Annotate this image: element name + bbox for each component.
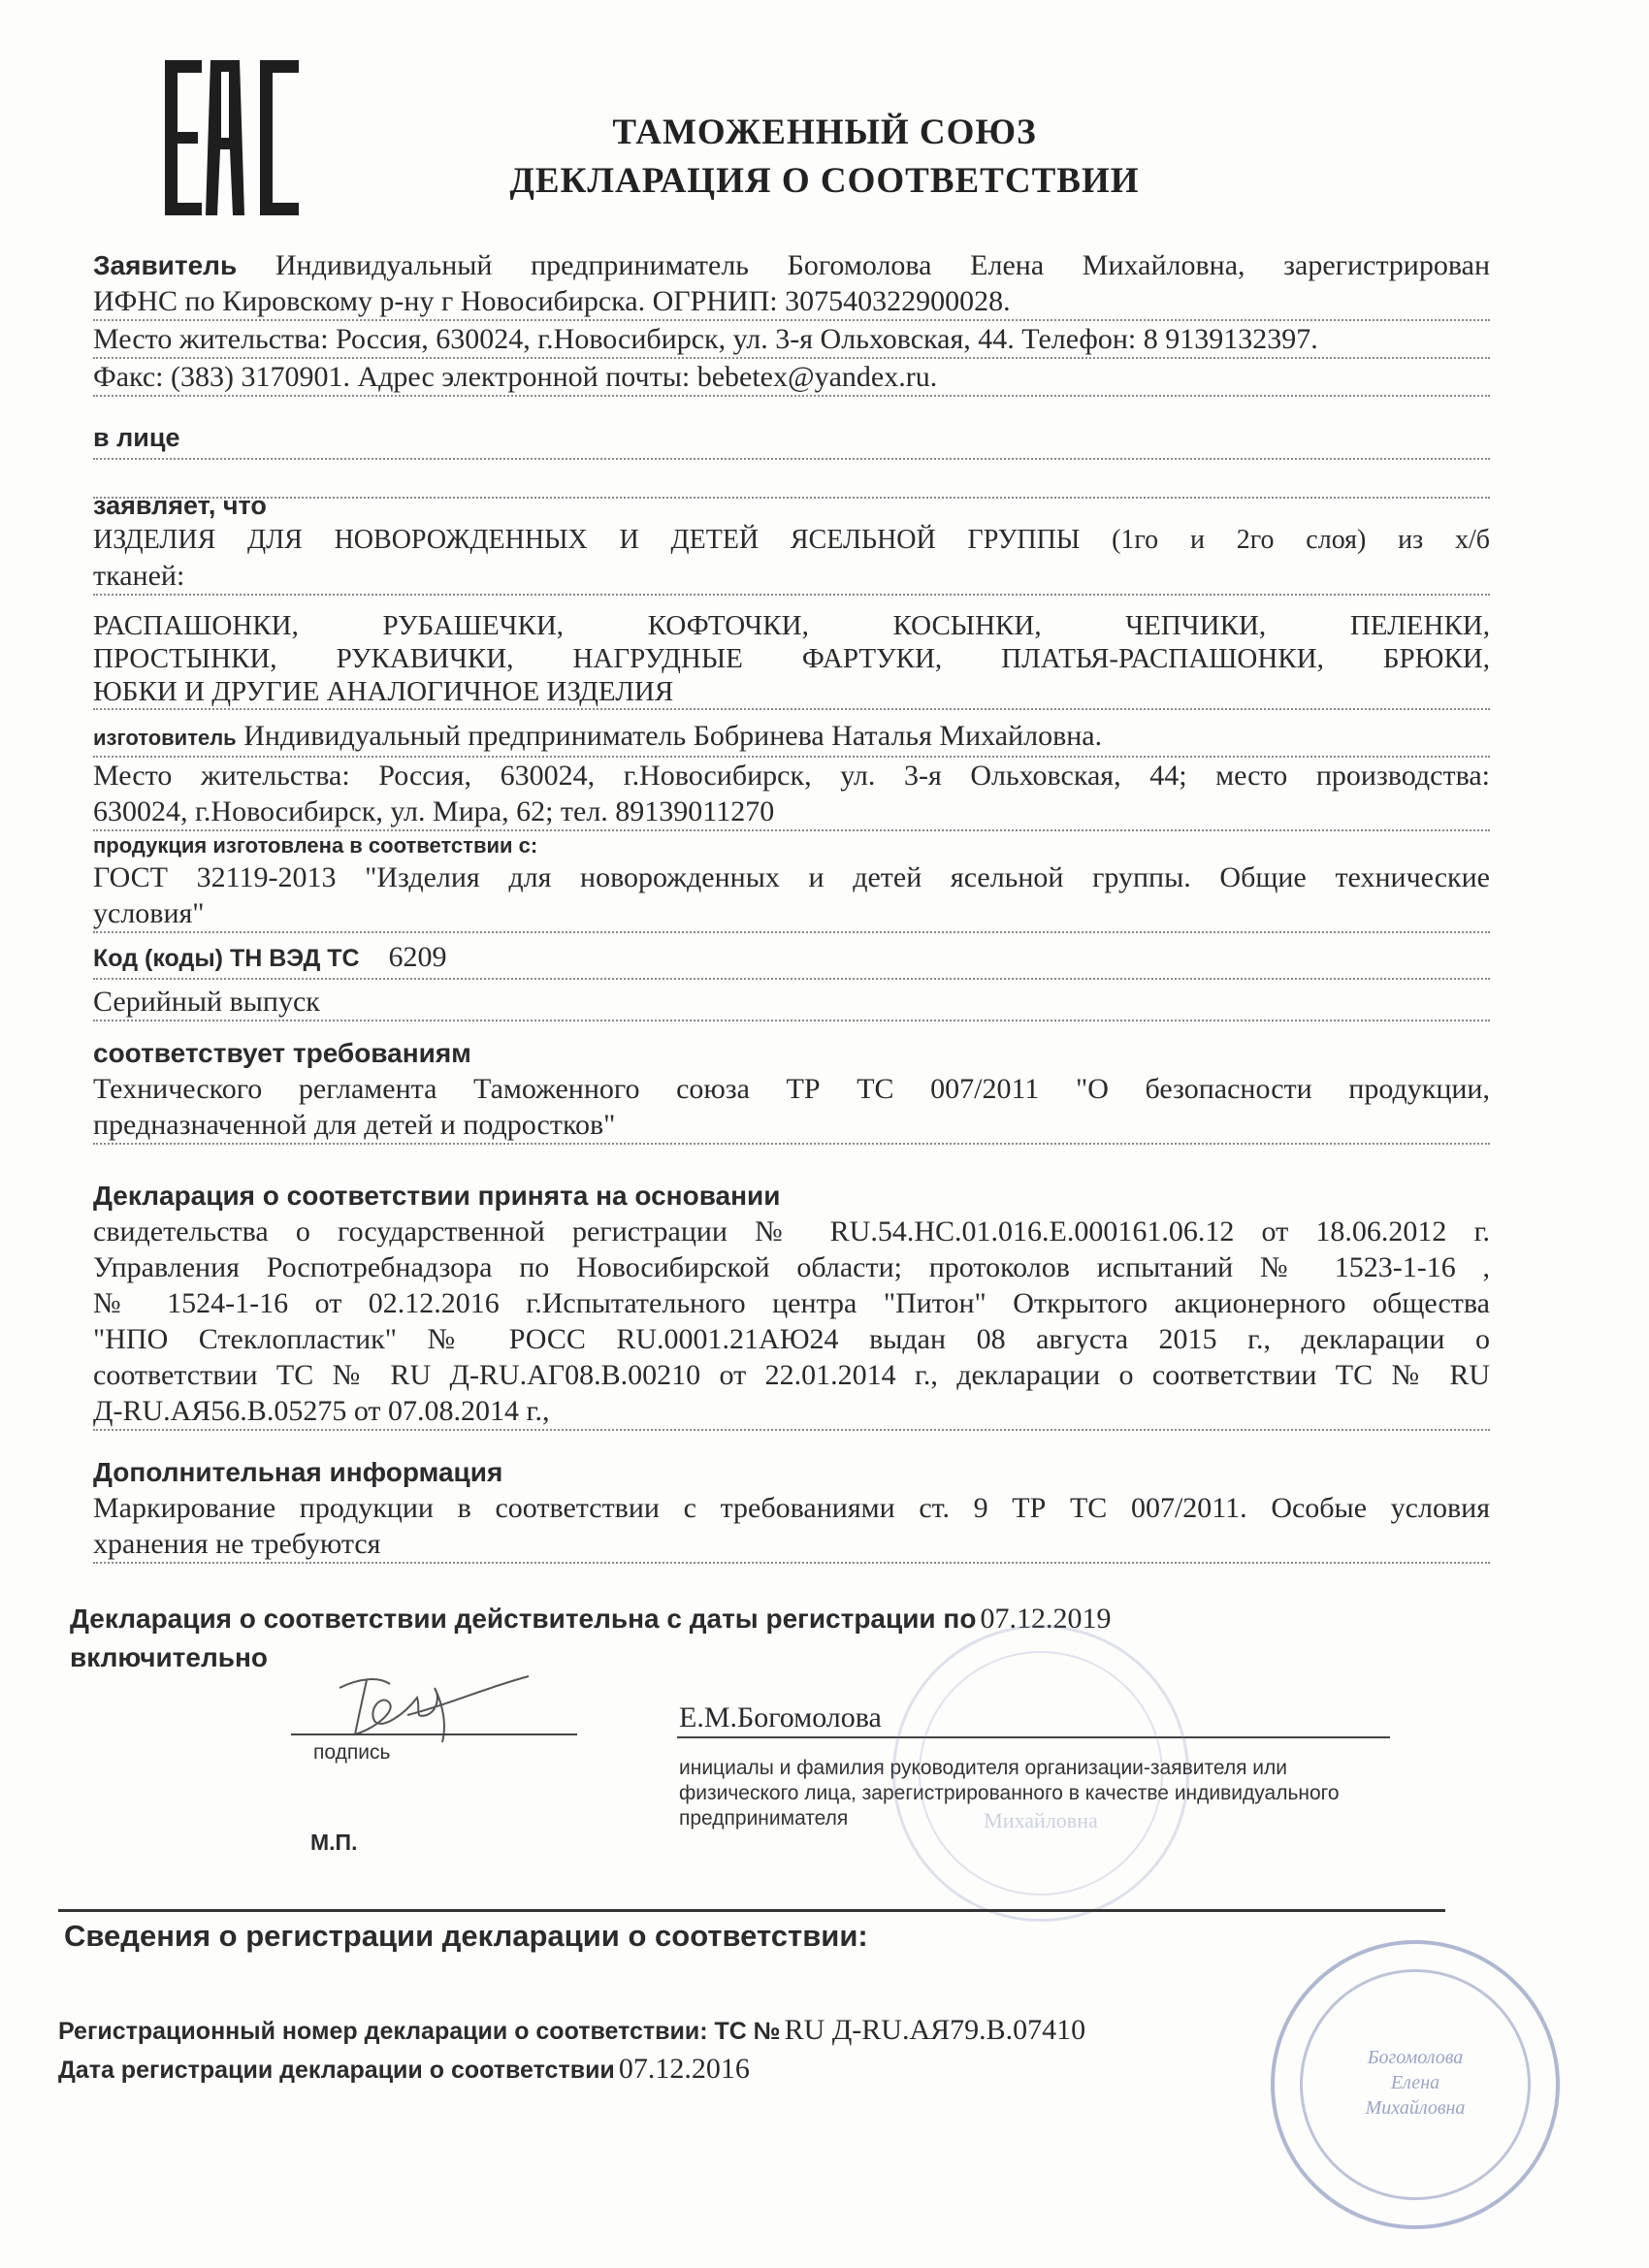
registration-date-value: 07.12.2016 <box>618 2053 750 2085</box>
registration-divider <box>58 1909 1445 1912</box>
declares-line-1: ИЗДЕЛИЯ ДЛЯ НОВОРОЖДЕННЫХ И ДЕТЕЙ ЯСЕЛЬНОЙ ГРУППЫ (1го и 2го слоя) из х/б <box>93 525 1490 555</box>
applicant-line-3: Место жительства: Россия, 630024, г.Новосибирск, ул. 3-я Ольховская, 44. Телефон: 8 9139132397. <box>93 321 1490 359</box>
additional-label: Дополнительная информация <box>93 1457 503 1487</box>
validity-section <box>70 1601 1467 1674</box>
manufacturer-line-2: Место жительства: Россия, 630024, г.Новосибирск, ул. 3-я Ольховская, 44; место производства: <box>93 760 1490 792</box>
declares-line-2: тканей: <box>93 558 1490 596</box>
series-text: Серийный выпуск <box>93 984 1490 1021</box>
signer-caption: инициалы и фамилия руководителя организации-заявителя или физического лица, зарегистрированного в качестве индивидуального предпринимателя <box>679 1757 1340 1830</box>
applicant-line-4: Факс: (383) 3170901. Адрес электронной почты: bebetex@yandex.ru. <box>93 359 1490 397</box>
manufacturer-section <box>93 718 1490 831</box>
applicant-line-1: Индивидуальный предприниматель Богомолова Елена Михайловна, зарегистрирован <box>275 249 1491 281</box>
validity-label: Декларация о соответствии действительна с даты регистрации по <box>70 1604 977 1634</box>
header-union: ТАМОЖЕННЫЙ СОЮЗ <box>612 113 1037 152</box>
additional-line-1: Маркирование продукции в соответствии с требованиями ст. 9 ТР ТС 007/2011. Особые условия <box>93 1492 1490 1524</box>
official-stamp-blue: Богомолова Елена Михайловна <box>1271 1940 1560 2229</box>
declares-line-4: ПРОСТЫНКИ, РУКАВИЧКИ, НАГРУДНЫЕ ФАРТУКИ, ПЛАТЬЯ-РАСПАШОНКИ, БРЮКИ, <box>93 643 1490 674</box>
standard-line-1: ГОСТ 32119-2013 "Изделия для новорожденных и детей ясельной группы. Общие технические <box>93 861 1490 893</box>
basis-label: Декларация о соответствии принята на основании <box>93 1181 781 1211</box>
standard-label: продукция изготовлена в соответствии с: <box>93 833 538 858</box>
registration-number-value: RU Д-RU.АЯ79.В.07410 <box>784 2014 1086 2046</box>
basis-line-5: соответствии ТС № RU Д-RU.АГ08.В.00210 от 22.01.2014 г., декларации о соответствии ТС № RU <box>93 1359 1490 1391</box>
applicant-section <box>93 247 1490 397</box>
registration-heading: Сведения о регистрации декларации о соответствии: <box>64 1919 868 1953</box>
official-stamp-faint: Михайловна <box>892 1625 1189 1922</box>
basis-section <box>93 1179 1490 1431</box>
requirements-line-2: предназначенной для детей и подростков" <box>93 1107 1490 1145</box>
requirements-line-1: Технического регламента Таможенного союза ТР ТС 007/2011 "О безопасности продукции, <box>93 1073 1490 1105</box>
document-header <box>388 109 1261 206</box>
code-value: 6209 <box>388 941 447 973</box>
standard-line-2: условия" <box>93 895 1490 933</box>
additional-section <box>93 1455 1490 1564</box>
basis-line-2: Управления Роспотребнадзора по Новосибирской области; протоколов испытаний № 1523-1-16 , <box>93 1251 1490 1283</box>
standard-section <box>93 832 1490 933</box>
represented-section <box>93 423 1490 499</box>
declares-section <box>93 489 1490 710</box>
code-label: Код (коды) ТН ВЭД ТС <box>93 945 360 972</box>
signer-name: Е.М.Богомолова <box>679 1701 882 1733</box>
declares-line-5: ЮБКИ И ДРУГИЕ АНАЛОГИЧНОЕ ИЗДЕЛИЯ <box>93 675 1490 710</box>
applicant-line-2: ИФНС по Кировскому р-ну г Новосибирска. ОГРНИП: 307540322900028. <box>93 283 1490 321</box>
manufacturer-line-3: 630024, г.Новосибирск, ул. Мира, 62; тел. 89139011270 <box>93 794 1490 831</box>
code-section <box>93 939 1490 1021</box>
signature-line <box>291 1733 577 1735</box>
basis-line-1: свидетельства о государственной регистрации № RU.54.НС.01.016.Е.000161.06.12 от 18.06.2012 г. <box>93 1215 1490 1247</box>
header-title: ДЕКЛАРАЦИЯ О СООТВЕТСТВИИ <box>509 161 1140 201</box>
manufacturer-label: изготовитель <box>93 726 237 750</box>
basis-line-3: № 1524-1-16 от 02.12.2016 г.Испытательного центра "Питон" Открытого акционерного общества <box>93 1287 1490 1319</box>
registration-number-label: Регистрационный номер декларации о соответствии: ТС № <box>58 2018 781 2045</box>
validity-suffix: включительно <box>70 1642 268 1672</box>
validity-date: 07.12.2019 <box>980 1603 1112 1635</box>
registration-number-row <box>58 2012 1319 2054</box>
represented-label: в лице <box>93 423 180 452</box>
signature-caption: подпись <box>313 1741 391 1764</box>
requirements-section <box>93 1036 1490 1145</box>
additional-line-2: хранения не требуются <box>93 1526 1490 1564</box>
registration-date-label: Дата регистрации декларации о соответствии <box>58 2057 615 2084</box>
applicant-label: Заявитель <box>93 250 238 280</box>
basis-line-6: Д-RU.АЯ56.В.05275 от 07.08.2014 г., <box>93 1393 1490 1431</box>
requirements-label: соответствует требованиям <box>93 1038 471 1068</box>
declares-label: заявляет, что <box>93 491 267 520</box>
registration-date-row <box>58 2051 1319 2092</box>
basis-line-4: "НПО Стеклопластик" № РОСС RU.0001.21АЮ24 выдан 08 августа 2015 г., декларации о <box>93 1323 1490 1355</box>
declares-line-3: РАСПАШОНКИ, РУБАШЕЧКИ, КОФТОЧКИ, КОСЫНКИ, ЧЕПЧИКИ, ПЕЛЕНКИ, <box>93 610 1490 641</box>
seal-place: М.П. <box>310 1830 358 1855</box>
eac-logo <box>163 60 308 215</box>
manufacturer-line-1: Индивидуальный предприниматель Бобринева Наталья Михайловна. <box>243 720 1103 752</box>
